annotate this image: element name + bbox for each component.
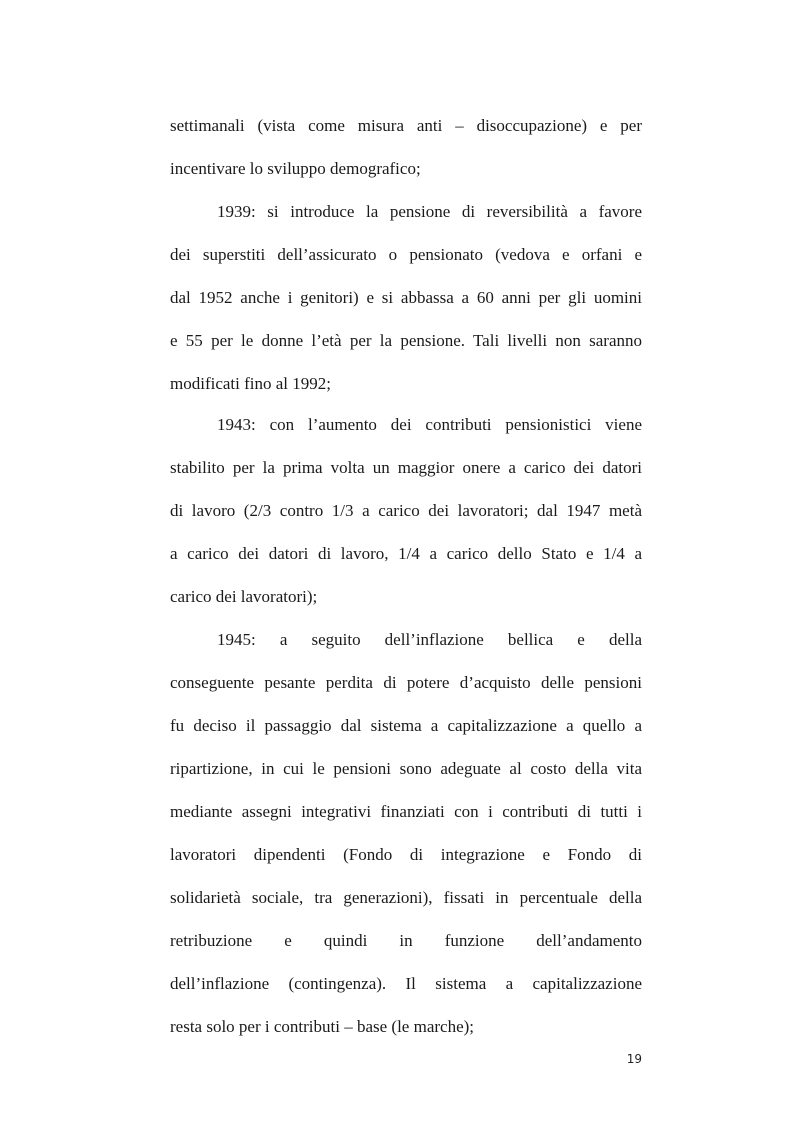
text-line: ripartizione, in cui le pensioni sono adeguate al costo della vita bbox=[170, 759, 642, 778]
text-line: dell’inflazione (contingenza). Il sistema a capitalizzazione bbox=[170, 974, 642, 993]
text-line: e 55 per le donne l’età per la pensione. Tali livelli non saranno bbox=[170, 331, 642, 350]
text-line: conseguente pesante perdita di potere d’acquisto delle pensioni bbox=[170, 673, 642, 692]
text-line: solidarietà sociale, tra generazioni), fissati in percentuale della bbox=[170, 888, 642, 907]
paragraph-start-1939: 1939: si introduce la pensione di reversibilità a favore bbox=[217, 202, 642, 221]
text-line: carico dei lavoratori); bbox=[170, 587, 318, 606]
text-line: dal 1952 anche i genitori) e si abbassa a 60 anni per gli uomini bbox=[170, 288, 642, 307]
text-line: lavoratori dipendenti (Fondo di integrazione e Fondo di bbox=[170, 845, 642, 864]
text-line: di lavoro (2/3 contro 1/3 a carico dei lavoratori; dal 1947 metà bbox=[170, 501, 642, 520]
text-line: mediante assegni integrativi finanziati con i contributi di tutti i bbox=[170, 802, 642, 821]
text-line: dei superstiti dell’assicurato o pensionato (vedova e orfani e bbox=[170, 245, 642, 264]
paragraph-start-1943: 1943: con l’aumento dei contributi pensionistici viene bbox=[217, 415, 642, 434]
text-line: a carico dei datori di lavoro, 1/4 a carico dello Stato e 1/4 a bbox=[170, 544, 642, 563]
text-line: fu deciso il passaggio dal sistema a capitalizzazione a quello a bbox=[170, 716, 642, 735]
text-line: modificati fino al 1992; bbox=[170, 374, 331, 393]
text-line: stabilito per la prima volta un maggior onere a carico dei datori bbox=[170, 458, 642, 477]
text-line: incentivare lo sviluppo demografico; bbox=[170, 159, 421, 178]
text-line: settimanali (vista come misura anti – disoccupazione) e per bbox=[170, 116, 642, 135]
text-line: retribuzione e quindi in funzione dell’andamento bbox=[170, 931, 642, 950]
text-line: resta solo per i contributi – base (le marche); bbox=[170, 1017, 474, 1036]
page-number: 19 bbox=[626, 1052, 642, 1066]
paragraph-start-1945: 1945: a seguito dell’inflazione bellica e della bbox=[217, 630, 642, 649]
